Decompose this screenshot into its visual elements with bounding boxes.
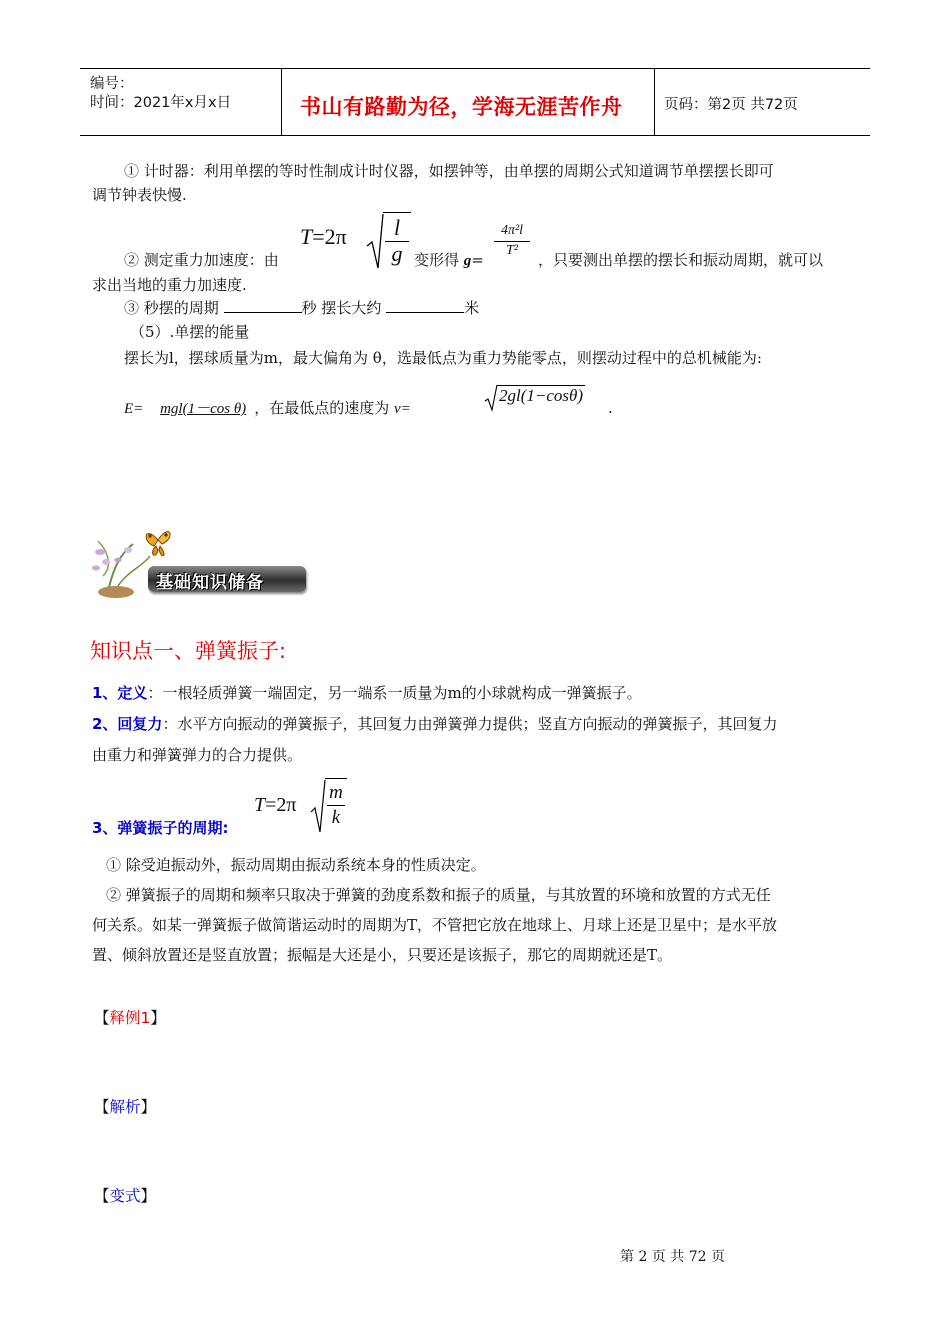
- item3-line: [124, 298, 479, 318]
- energy-text: 摆长为l，摆球质量为m，最大偏角为 θ，选最低点为重力势能零点，则摆动过程中的总机械能为:: [124, 349, 762, 367]
- formula-numerator: l: [393, 215, 401, 240]
- definition-label: 1、定义: [92, 684, 148, 702]
- spring-formula-T: T: [254, 794, 266, 816]
- item2-mid: [414, 250, 484, 271]
- spring-sqrt-sign: [310, 778, 326, 834]
- item1-continuation: 调节钟表快慢.: [92, 186, 187, 204]
- E-value: mgl(1－cos θ): [160, 401, 247, 417]
- formula-fraction: [383, 216, 411, 265]
- date-label: 时间：2021年x月x日: [90, 95, 232, 111]
- item3-mid: 秒 摆长大约: [301, 299, 382, 317]
- page-footer: 第 2 页 共 72 页: [620, 1249, 725, 1265]
- item2-prefix: ② 测定重力加速度：由: [124, 251, 279, 269]
- g-denominator: T²: [506, 243, 518, 258]
- header-divider-right: [654, 68, 655, 136]
- period-label-line: [92, 818, 228, 838]
- variant-text: 变式: [109, 1187, 141, 1205]
- item2-continuation: 求出当地的重力加速度.: [92, 276, 247, 294]
- analysis-close: 】: [140, 1098, 157, 1116]
- blank-length[interactable]: [386, 298, 464, 313]
- analysis-open: 【: [94, 1098, 110, 1116]
- banner-label: 基础知识储备: [156, 573, 264, 593]
- note1: ① 除受迫振动外，振动周期由振动系统本身的性质决定。: [106, 856, 486, 874]
- restoring-force-text: ：水平方向振动的弹簧振子，其回复力由弹簧弹力提供；竖直方向振动的弹簧振子，其回复力: [162, 715, 778, 733]
- v-label: v=: [393, 401, 411, 417]
- header-divider-left: [281, 68, 282, 136]
- formula-T: T: [300, 224, 313, 249]
- g-fraction: [490, 222, 534, 259]
- header-top-border: [80, 68, 870, 69]
- sqrt-sign: [366, 212, 384, 270]
- sqrt-overline: [383, 212, 411, 213]
- section-banner: [148, 566, 306, 592]
- item2-suffix: ，只要测出单摆的摆长和振动周期，就可以: [538, 251, 824, 269]
- knowledge-heading: 知识点一、弹簧振子:: [90, 639, 287, 663]
- example-label: [94, 1006, 166, 1028]
- header-bottom-border: [80, 135, 870, 136]
- velocity-radicand: [497, 385, 585, 406]
- spring-numerator: m: [329, 782, 343, 803]
- variant-close: 】: [140, 1187, 157, 1205]
- restoring-force-continuation: 由重力和弹簧弹力的合力提供。: [92, 746, 303, 764]
- spring-denominator: k: [331, 807, 341, 828]
- g-var: g: [463, 253, 472, 269]
- formula-denominator: g: [391, 241, 403, 266]
- note2-continuation-2: 置、倾斜放置还是竖直放置；振幅是大还是小，只要还是该振子，那它的周期就还是T。: [92, 946, 673, 964]
- v-end: .: [608, 399, 613, 417]
- analysis-label: [94, 1095, 156, 1117]
- analysis-text: 解析: [109, 1098, 141, 1116]
- number-label: 编号：: [90, 76, 134, 92]
- restoring-force-line: [92, 714, 777, 734]
- example-text: 释例1: [109, 1009, 151, 1027]
- item3-suffix: 米: [464, 299, 480, 317]
- velocity-sqrt-sign: [484, 384, 498, 412]
- E-label: E=: [124, 401, 144, 417]
- spring-sqrt-overline: [325, 778, 347, 779]
- item3-prefix: ③ 秒摆的周期: [124, 299, 219, 317]
- definition-line: [92, 683, 642, 703]
- spring-fraction: [325, 782, 347, 829]
- example-open: 【: [94, 1009, 110, 1027]
- energy-formula-line: [124, 398, 411, 419]
- formula-eq: =2π: [312, 224, 347, 249]
- note2-continuation-1: 何关系。如某一弹簧振子做简谐运动时的周期为T，不管把它放在地球上、月球上还是卫星中；是水平放: [92, 916, 778, 934]
- item2-mid-text: 变形得: [414, 251, 460, 269]
- v-value: 2gl(1−cosθ): [499, 386, 584, 405]
- header-motto: 书山有路勤为径，学海无涯苦作舟: [300, 95, 623, 119]
- item1-text: ① 计时器：利用单摆的等时性制成计时仪器，如摆钟等，由单摆的周期公式知道调节单摆摆长即可: [124, 162, 774, 180]
- variant-label: [94, 1184, 156, 1206]
- period-label: 3、弹簧振子的周期: [92, 819, 223, 837]
- period-colon: :: [222, 819, 229, 837]
- g-numerator: 4π²l: [500, 223, 524, 238]
- page-info: 页码：第2页 共72页: [664, 97, 798, 113]
- definition-text: ：一根轻质弹簧一端固定，另一端系一质量为m的小球就构成一弹簧振子。: [147, 684, 642, 702]
- variant-open: 【: [94, 1187, 110, 1205]
- energy-title: （5）.单摆的能量: [130, 323, 250, 341]
- restoring-force-label: 2、回复力: [92, 715, 163, 733]
- note2: ② 弹簧振子的周期和频率只取决于弹簧的劲度系数和振子的质量，与其放置的环境和放置的方式无任: [106, 886, 771, 904]
- v-text: ，在最低点的速度为: [254, 399, 390, 417]
- spring-formula-eq: =2π: [265, 794, 297, 816]
- E-value-wrap: [148, 399, 254, 417]
- g-eq: =: [471, 251, 484, 269]
- example-close: 】: [150, 1009, 166, 1027]
- blank-period[interactable]: [224, 298, 302, 313]
